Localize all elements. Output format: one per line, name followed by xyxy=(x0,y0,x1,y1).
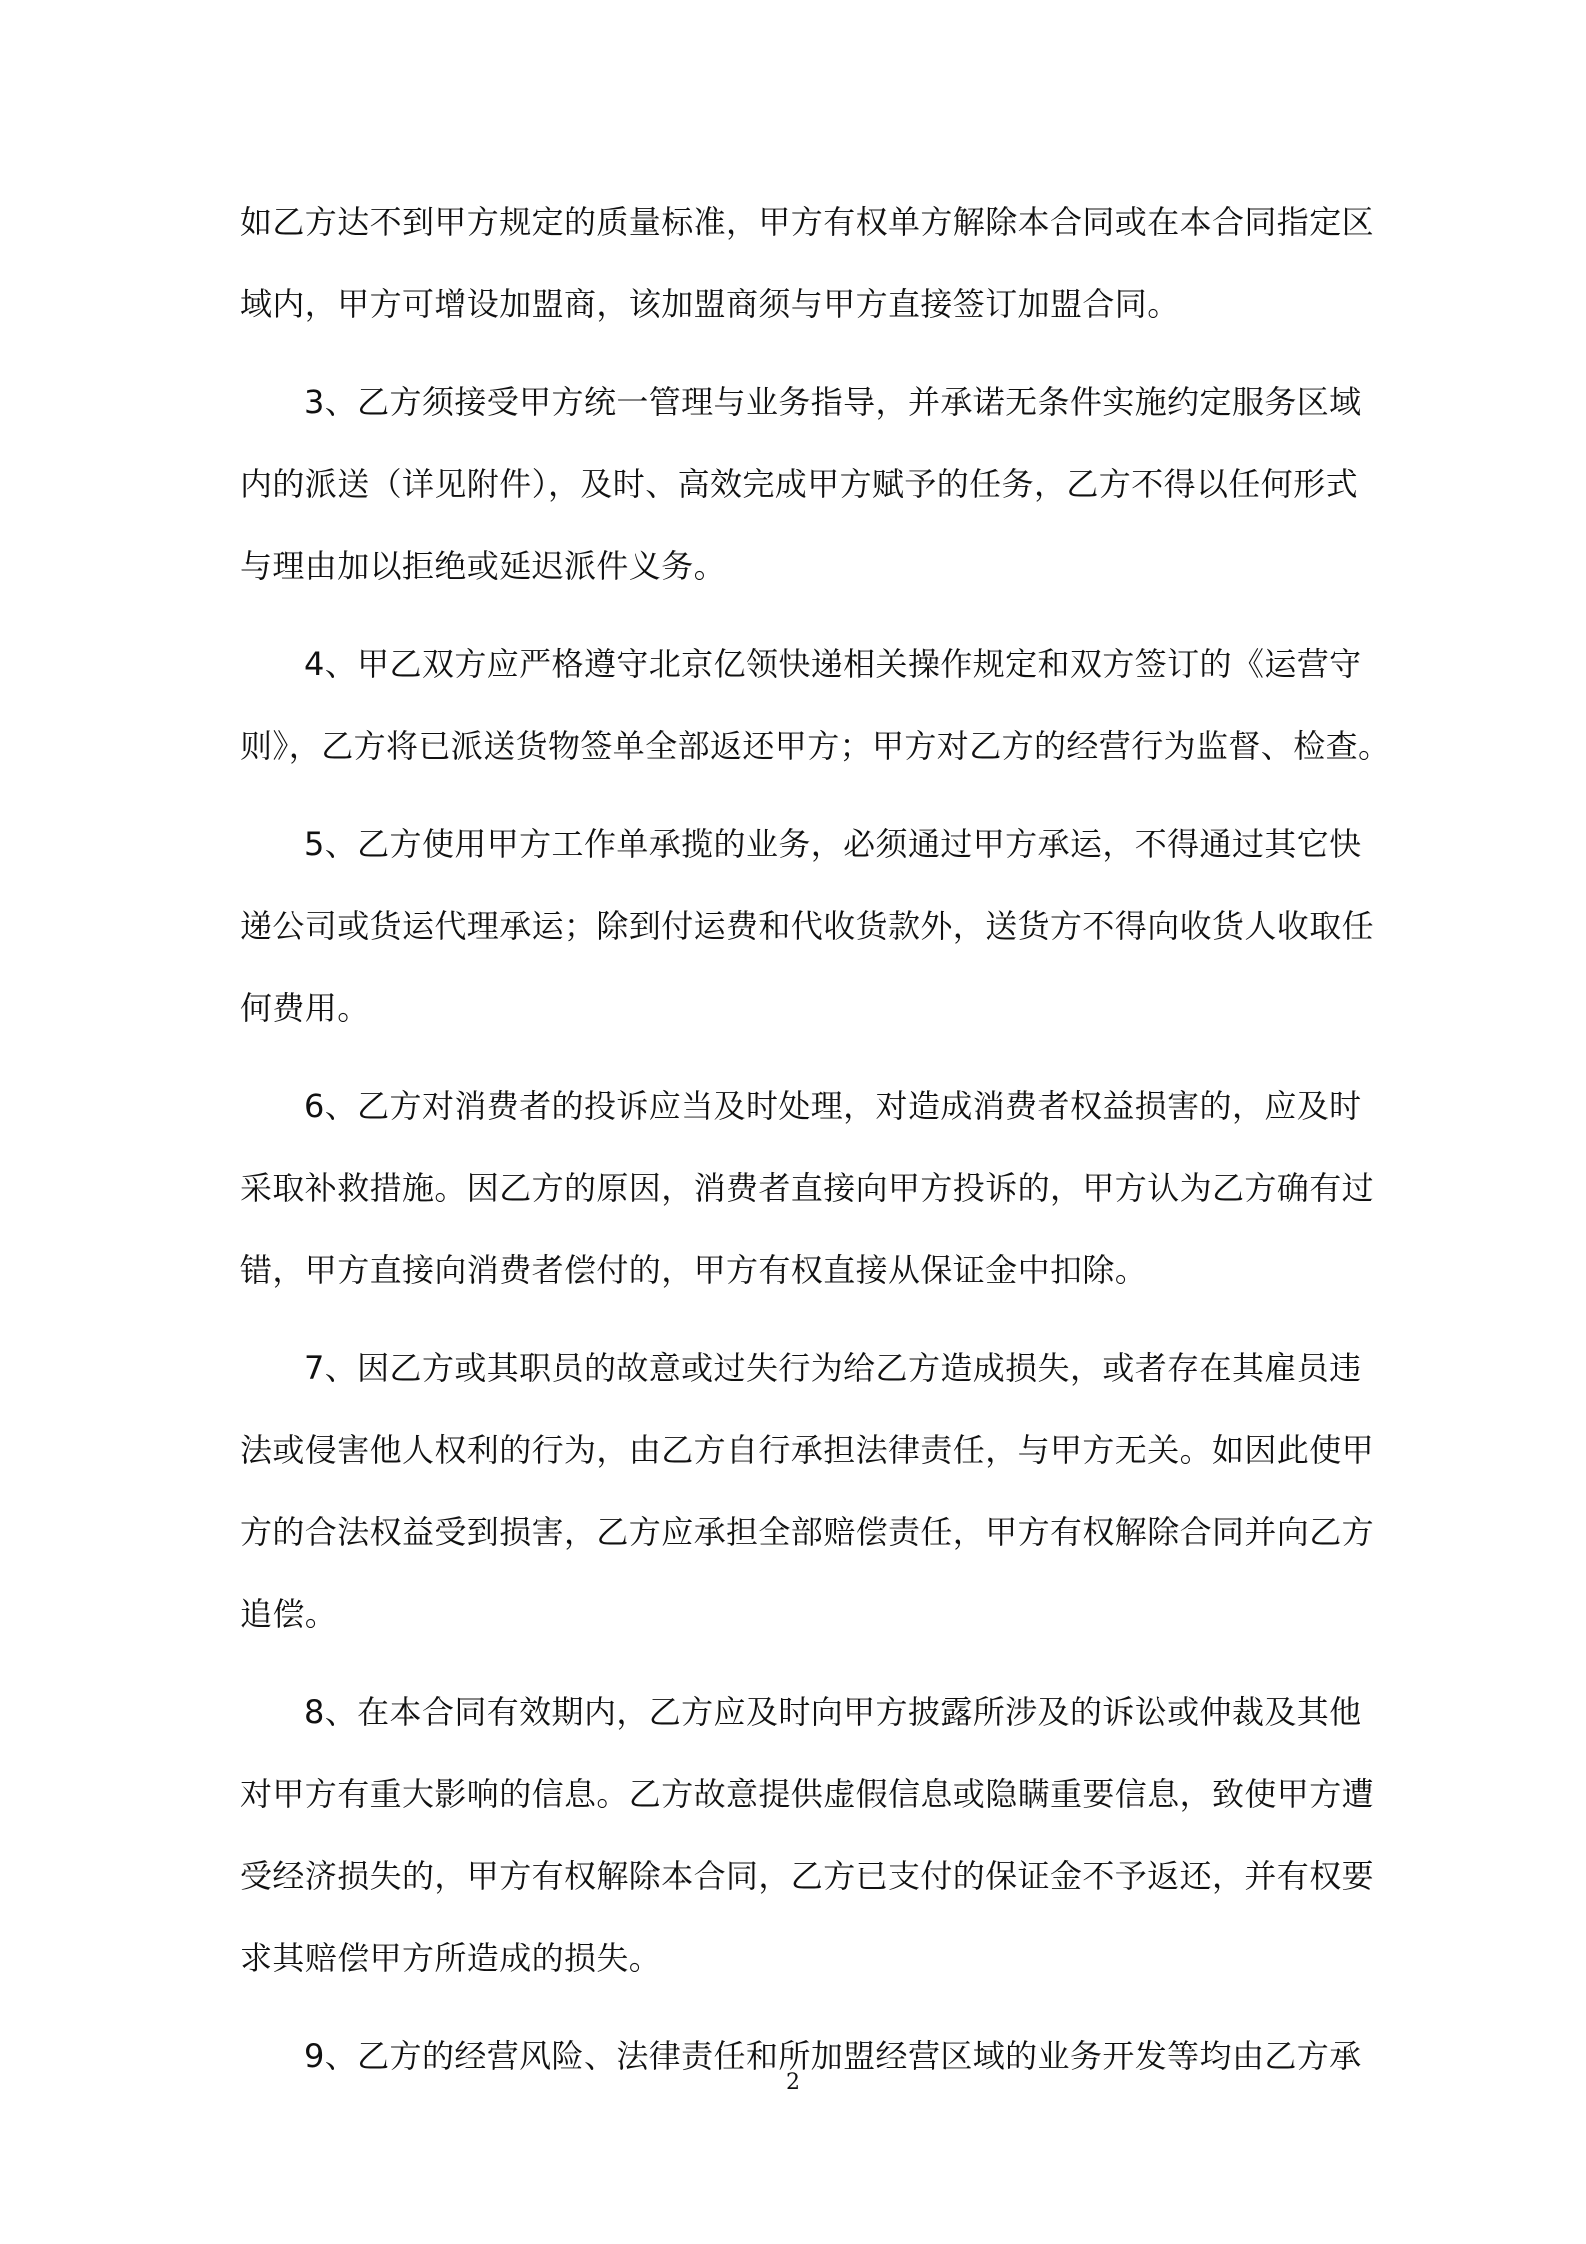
text-line: 法或侵害他人权利的行为，由乙方自行承担法律责任，与甲方无关。如因此使甲 xyxy=(240,1431,1375,1469)
text-line: 错，甲方直接向消费者偿付的，甲方有权直接从保证金中扣除。 xyxy=(240,1251,1148,1289)
clause-9-line: 9、乙方的经营风险、法律责任和所加盟经营区域的业务开发等均由乙方承 xyxy=(304,2037,1362,2075)
text-line: 对甲方有重大影响的信息。乙方故意提供虚假信息或隐瞒重要信息，致使甲方遭 xyxy=(240,1775,1375,1813)
text-line: 则》，乙方将已派送货物签单全部返还甲方；甲方对乙方的经营行为监督、检查。 xyxy=(240,727,1391,765)
text-line: 内的派送（详见附件），及时、高效完成甲方赋予的任务，乙方不得以任何形式 xyxy=(240,465,1359,503)
text-line: 追偿。 xyxy=(240,1595,338,1633)
clause-5-line: 5、乙方使用甲方工作单承揽的业务，必须通过甲方承运，不得通过其它快 xyxy=(304,825,1362,863)
text-line: 方的合法权益受到损害，乙方应承担全部赔偿责任，甲方有权解除合同并向乙方 xyxy=(240,1513,1375,1551)
clause-7-line: 7、因乙方或其职员的故意或过失行为给乙方造成损失，或者存在其雇员违 xyxy=(304,1349,1362,1387)
text-line: 何费用。 xyxy=(240,989,370,1027)
text-line: 采取补救措施。因乙方的原因，消费者直接向甲方投诉的，甲方认为乙方确有过 xyxy=(240,1169,1375,1207)
clause-4-line: 4、甲乙双方应严格遵守北京亿领快递相关操作规定和双方签订的《运营守 xyxy=(304,645,1362,683)
text-line: 受经济损失的，甲方有权解除本合同，乙方已支付的保证金不予返还，并有权要 xyxy=(240,1857,1375,1895)
text-line: 域内，甲方可增设加盟商，该加盟商须与甲方直接签订加盟合同。 xyxy=(240,285,1180,323)
text-line: 求其赔偿甲方所造成的损失。 xyxy=(240,1939,662,1977)
clause-8-line: 8、在本合同有效期内，乙方应及时向甲方披露所涉及的诉讼或仲裁及其他 xyxy=(304,1693,1362,1731)
clause-6-line: 6、乙方对消费者的投诉应当及时处理，对造成消费者权益损害的，应及时 xyxy=(304,1087,1362,1125)
page-number: 2 xyxy=(786,2070,800,2095)
text-line: 递公司或货运代理承运；除到付运费和代收货款外，送货方不得向收货人收取任 xyxy=(240,907,1375,945)
clause-3-line: 3、乙方须接受甲方统一管理与业务指导，并承诺无条件实施约定服务区域 xyxy=(304,383,1362,421)
text-line: 与理由加以拒绝或延迟派件义务。 xyxy=(240,547,727,585)
text-line: 如乙方达不到甲方规定的质量标准，甲方有权单方解除本合同或在本合同指定区 xyxy=(240,203,1375,241)
